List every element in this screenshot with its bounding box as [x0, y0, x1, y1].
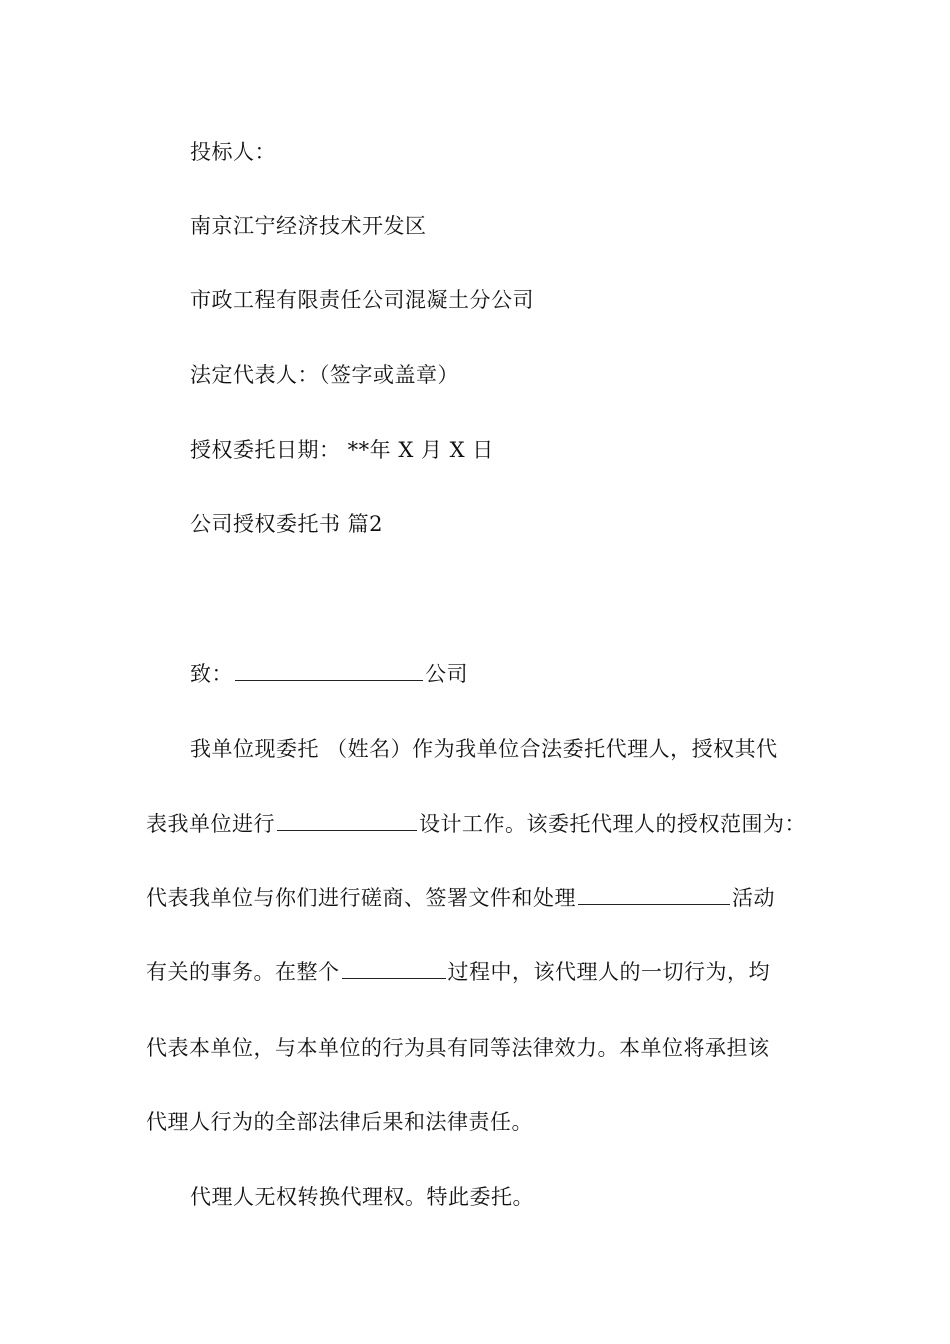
paragraph-1-line-5: 代表本单位，与本单位的行为具有同等法律效力。本单位将承担该	[146, 1036, 770, 1060]
recipient-blank	[235, 660, 423, 681]
company-line-2: 市政工程有限责任公司混凝土分公司	[190, 288, 534, 312]
project-blank	[277, 810, 417, 831]
paragraph-2: 代理人无权转换代理权。特此委托。	[190, 1185, 534, 1209]
text-segment: 代表我单位与你们进行磋商、签署文件和处理	[146, 886, 576, 910]
process-blank	[342, 958, 446, 979]
recipient-suffix: 公司	[425, 662, 468, 686]
company-line-1: 南京江宁经济技术开发区	[190, 214, 427, 238]
text-segment: 表我单位进行	[146, 812, 275, 836]
paragraph-1-line-6: 代理人行为的全部法律后果和法律责任。	[146, 1110, 533, 1134]
recipient-prefix: 致：	[190, 662, 233, 686]
text-segment: 设计工作。该委托代理人的授权范围为：	[419, 812, 806, 836]
legal-representative: 法定代表人：（签字或盖章）	[190, 363, 459, 387]
paragraph-1-line-3	[146, 884, 775, 912]
activity-blank	[578, 884, 730, 905]
section-title: 公司授权委托书 篇2	[190, 512, 384, 536]
text-segment: 有关的事务。在整个	[146, 960, 340, 984]
text-segment: 活动	[732, 886, 775, 910]
bidder-label: 投标人：	[190, 140, 276, 164]
text-segment: 过程中，该代理人的一切行为，均	[447, 960, 770, 984]
recipient-line	[190, 660, 468, 688]
paragraph-1-line-2	[146, 810, 806, 838]
paragraph-1-line-1: 我单位现委托 （姓名）作为我单位合法委托代理人，授权其代	[190, 737, 778, 761]
paragraph-1-line-4	[146, 958, 770, 986]
authorization-date: 授权委托日期： **年 X 月 X 日	[190, 438, 494, 462]
